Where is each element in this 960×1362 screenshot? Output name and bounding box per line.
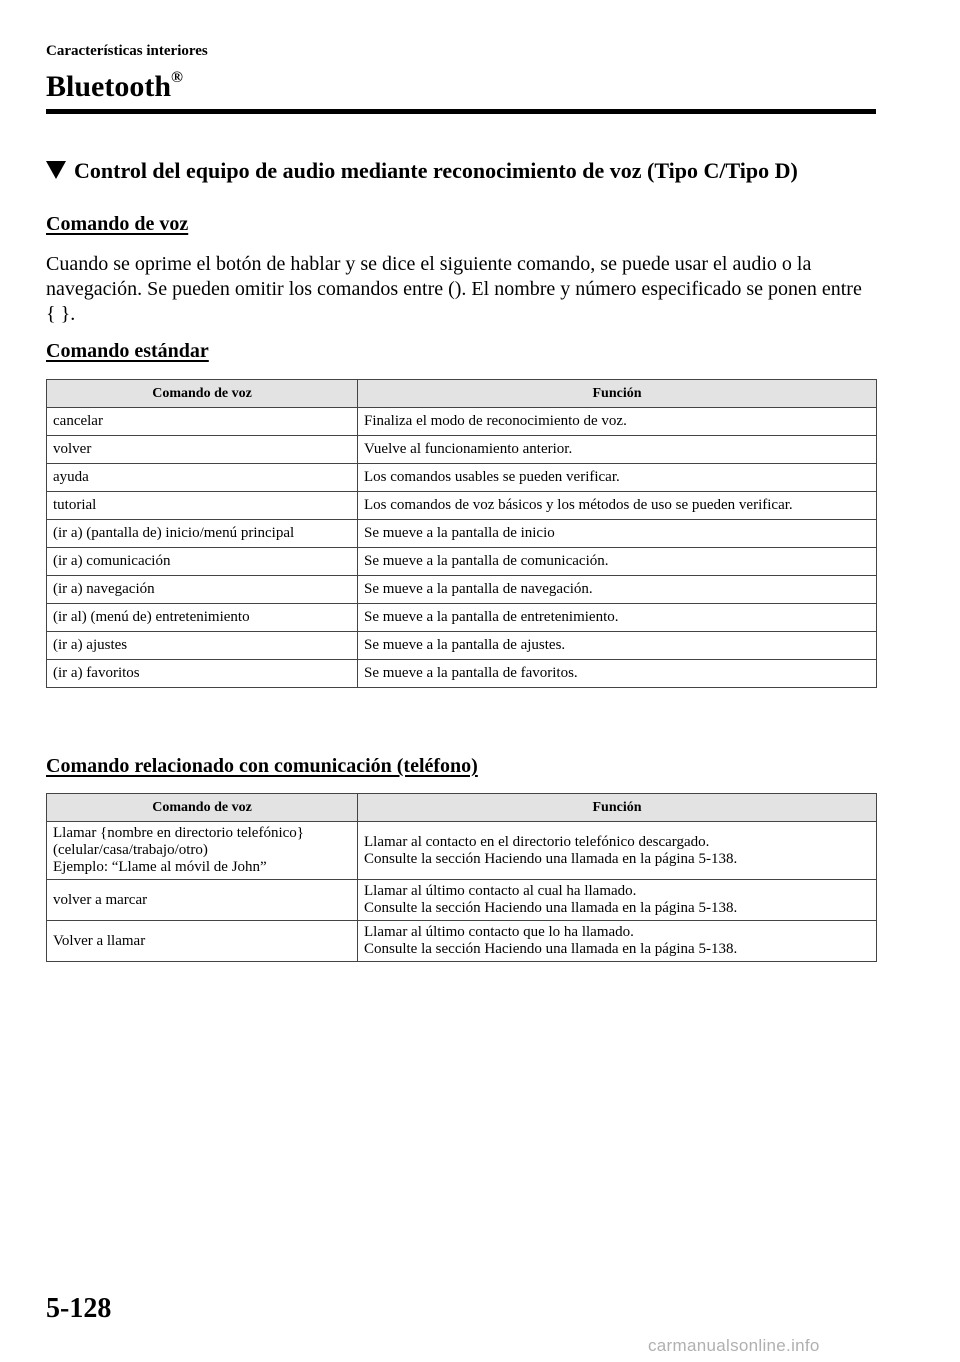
table-row <box>47 548 877 576</box>
triangle-down-icon <box>46 161 66 179</box>
column-header: Comando de voz <box>47 794 358 822</box>
function-cell: Se mueve a la pantalla de navegación. <box>358 576 877 604</box>
table-row <box>47 464 877 492</box>
voice-command-cell: tutorial <box>47 492 358 520</box>
watermark: carmanualsonline.info <box>648 1336 820 1355</box>
phone-command-body <box>47 822 877 962</box>
header-rule <box>46 109 876 114</box>
voice-command-cell: (ir a) navegación <box>47 576 358 604</box>
phone-command-title: Comando relacionado con comunicación (teléfono) <box>46 755 478 777</box>
function-cell: Se mueve a la pantalla de inicio <box>358 520 877 548</box>
standard-command-table <box>46 379 877 688</box>
table-row <box>47 822 877 880</box>
voice-command-title: Comando de voz <box>46 213 189 235</box>
table-header-row <box>47 794 877 822</box>
column-header: Función <box>358 380 877 408</box>
voice-command-cell: volver a marcar <box>47 880 358 921</box>
table-row <box>47 492 877 520</box>
voice-command-cell: cancelar <box>47 408 358 436</box>
table-row <box>47 436 877 464</box>
table-row <box>47 660 877 688</box>
standard-command-body <box>47 408 877 688</box>
page-number: 5-128 <box>46 1293 112 1324</box>
voice-command-cell: (ir al) (menú de) entretenimiento <box>47 604 358 632</box>
function-cell: Los comandos de voz básicos y los métodos de uso se pueden verificar. <box>358 492 877 520</box>
function-cell: Se mueve a la pantalla de ajustes. <box>358 632 877 660</box>
topic-heading <box>46 158 798 184</box>
section-title <box>46 58 183 107</box>
voice-command-cell: (ir a) comunicación <box>47 548 358 576</box>
table-row <box>47 520 877 548</box>
standard-command-title: Comando estándar <box>46 340 209 362</box>
table-row <box>47 576 877 604</box>
function-cell: Llamar al contacto en el directorio telefónico descargado. Consulte la sección Haciendo una llamada en la página 5-138. <box>358 822 877 880</box>
function-cell: Finaliza el modo de reconocimiento de voz. <box>358 408 877 436</box>
table-row <box>47 408 877 436</box>
voice-command-cell: (ir a) ajustes <box>47 632 358 660</box>
voice-command-cell: (ir a) favoritos <box>47 660 358 688</box>
voice-command-cell: Volver a llamar <box>47 921 358 962</box>
function-cell: Se mueve a la pantalla de entretenimiento. <box>358 604 877 632</box>
voice-command-cell: ayuda <box>47 464 358 492</box>
voice-command-cell: Llamar {nombre en directorio telefónico} (celular/casa/trabajo/otro) Ejemplo: “Llame al móvil de John” <box>47 822 358 880</box>
voice-command-paragraph: Cuando se oprime el botón de hablar y se dice el siguiente comando, se puede usar el audio o la navegación. Se pueden omitir los comandos entre (). El nombre y número especificado se ponen entre { }. <box>46 253 862 325</box>
chapter-title: Características interiores <box>46 43 208 59</box>
table-row <box>47 921 877 962</box>
column-header: Función <box>358 794 877 822</box>
function-cell: Vuelve al funcionamiento anterior. <box>358 436 877 464</box>
table-row <box>47 632 877 660</box>
topic-heading-text: Control del equipo de audio mediante reconocimiento de voz (Tipo C/Tipo D) <box>74 158 798 183</box>
function-cell: Se mueve a la pantalla de comunicación. <box>358 548 877 576</box>
function-cell: Los comandos usables se pueden verificar. <box>358 464 877 492</box>
section-title-text: Bluetooth <box>46 70 172 103</box>
column-header: Comando de voz <box>47 380 358 408</box>
table-row <box>47 604 877 632</box>
voice-command-cell: volver <box>47 436 358 464</box>
registered-mark: ® <box>171 69 183 86</box>
function-cell: Llamar al último contacto que lo ha llamado. Consulte la sección Haciendo una llamada en la página 5-138. <box>358 921 877 962</box>
table-header-row <box>47 380 877 408</box>
function-cell: Llamar al último contacto al cual ha llamado. Consulte la sección Haciendo una llamada en la página 5-138. <box>358 880 877 921</box>
table-row <box>47 880 877 921</box>
function-cell: Se mueve a la pantalla de favoritos. <box>358 660 877 688</box>
phone-command-table <box>46 793 877 962</box>
voice-command-cell: (ir a) (pantalla de) inicio/menú principal <box>47 520 358 548</box>
